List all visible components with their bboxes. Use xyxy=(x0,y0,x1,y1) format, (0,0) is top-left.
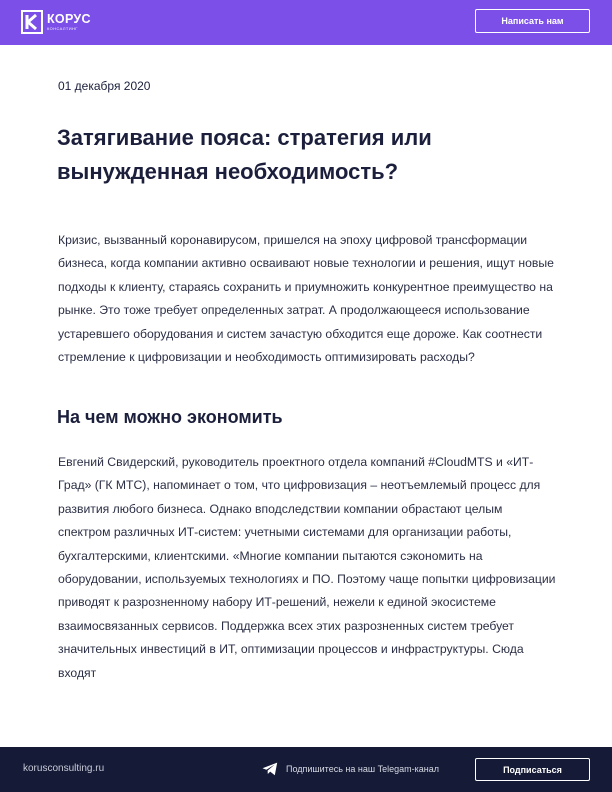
subscribe-button[interactable]: Подписаться xyxy=(475,758,590,781)
footer xyxy=(0,747,612,792)
logo-text xyxy=(47,13,91,32)
logo-name: КОРУС xyxy=(47,11,91,26)
logo-subtitle: КОНСАЛТИНГ xyxy=(47,26,78,32)
telegram-icon[interactable] xyxy=(262,762,278,776)
section-title: На чем можно экономить xyxy=(57,407,283,427)
site-link[interactable]: korusconsulting.ru xyxy=(23,763,105,774)
article-date: 01 декабря 2020 xyxy=(58,79,151,93)
top-bar xyxy=(0,0,612,45)
article-intro: Кризис, вызванный коронавирусом, пришелся на эпоху цифровой трансформации бизнеса, когда компании активно осваивают новые технологии и решения, ищут новые подходы к клиенту, стараясь сохранить и приумножить конкурентное преимущество на рынке. Это тоже требует определенных затрат. А продолжающееся использование устаревшего оборудования и систем зачастую обходится еще дороже. Как соотнести стремление к цифровизации и необходимость оптимизировать расходы? xyxy=(58,233,554,365)
section-text: Евгений Свидерский, руководитель проектного отдела компаний #CloudMTS и «ИТ-Град» (ГК МТС), напоминает о том, что цифровизация – неотъемлемый процесс для развития любого бизнеса. Однако вподследствии компании обрастают целым спектром различных ИТ-систем: учетными системами для организации работы, бухгалтерскими, клиентскими. «Многие компании пытаются сэкономить на оборудовании, используемых технологиях и ПО. Поэтому чаще попытки цифровизации приводят к разрозненному набору ИТ-решений, нежели к единой экосистеме взаимосвязанных сервисов. Поддержка всех этих разрозненных систем требует значительных инвестиций в ИТ, оптимизации процессов и инфраструктуры. Сюда входят xyxy=(58,455,556,680)
korus-logo-icon xyxy=(21,10,43,34)
telegram-subscribe-text[interactable]: Подпишитесь на наш Telegam-канал xyxy=(286,764,439,774)
korus-logo[interactable] xyxy=(21,10,91,34)
write-us-button[interactable]: Написать нам xyxy=(475,9,590,33)
article-title: Затягивание пояса: стратегия или вынужденная необходимость? xyxy=(57,125,432,184)
